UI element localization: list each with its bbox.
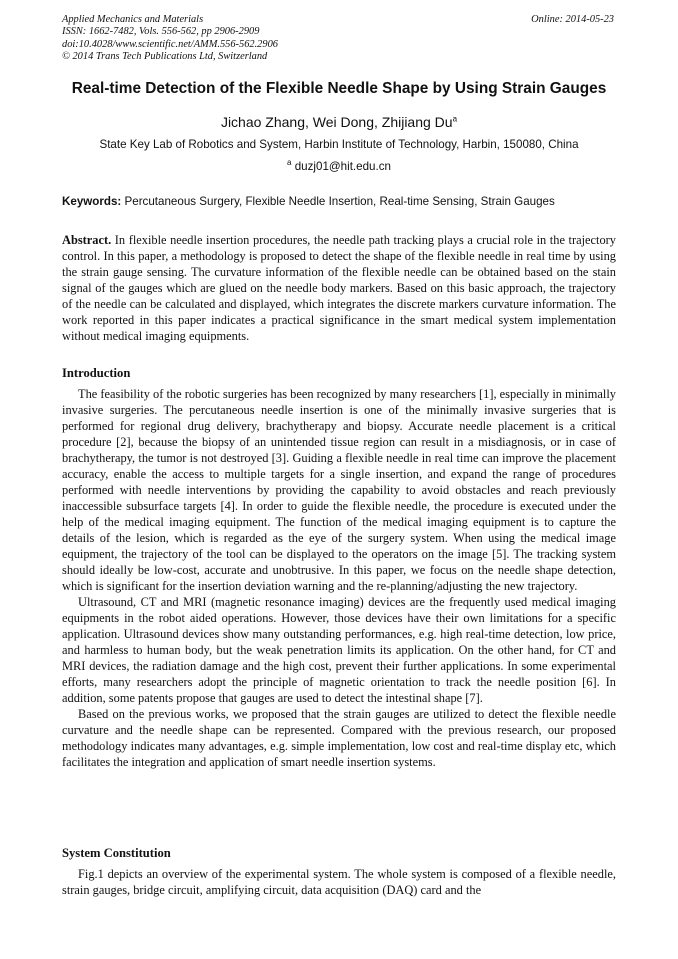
author-list (62, 113, 616, 131)
keywords-text: Percutaneous Surgery, Flexible Needle Insertion, Real-time Sensing, Strain Gauges (124, 195, 555, 208)
introduction-paragraph: Based on the previous works, we proposed that the strain gauges are utilized to detect the flexible needle curvature and the needle shape can be represented. Compared with the previous research, our proposed methodology indicates many advantages, e.g. simple implementation, low cost and real-time display etc, which facilitates the integration and application of smart needle insertion systems. (62, 707, 616, 769)
abstract (62, 232, 616, 344)
introduction-body (62, 386, 616, 770)
copyright-line: © 2014 Trans Tech Publications Ltd, Switzerland (62, 50, 268, 62)
system-constitution-paragraph: Fig.1 depicts an overview of the experimental system. The whole system is composed of a flexible needle, strain gauges, bridge circuit, amplifying circuit, data acquisition (DAQ) card and the (62, 867, 616, 897)
system-constitution-body (62, 866, 616, 898)
issn-line: ISSN: 1662-7482, Vols. 556-562, pp 2906-2909 (62, 26, 260, 38)
paper-title: Real-time Detection of the Flexible Needle Shape by Using Strain Gauges (71, 80, 607, 97)
online-date: Online: 2014-05-23 (531, 14, 614, 25)
affiliation: State Key Lab of Robotics and System, Harbin Institute of Technology, Harbin, 150080, China (99, 138, 579, 151)
author-names: Jichao Zhang, Wei Dong, Zhijiang Du (220, 114, 453, 130)
introduction-paragraph: The feasibility of the robotic surgeries has been recognized by many researchers [1], especially in minimally invasive surgeries. The percutaneous needle insertion is one of the minimally invasive surgeries that is performed for regional drug delivery, brachytherapy and biopsy. Accurate needle placement is a critical procedure [2], because the biopsy of an unintended tissue region can result in a misdiagnosis, or in case of brachytherapy, the tumor is not destroyed [3]. Guiding a flexible needle in real time can improve the placement accuracy, enable the access to multiple targets for a single insertion, and expand the range of procedures performed with needle interventions by providing the capability to avoid obstacles and reach previously inaccessible subsurface targets [4]. In order to guide the flexible needle, the procedure is executed under the help of the medical imaging equipment. The function of the medical imaging equipment is to capture the details of the lesion, which is regarded as the eye of the surgery system. When using the medical image equipment, the trajectory of the tool can be displayed to the operators on the image [5]. The tracking system should ideally be low-cost, accurate and unobtrusive. In this paper, we focus on the needle shape detection, which is significant for the insertion deviation warning and the re-planning/adjusting the new trajectory. (62, 387, 616, 593)
doi-line: doi:10.4028/www.scientific.net/AMM.556-562.2906 (62, 38, 278, 50)
abstract-text: In flexible needle insertion procedures, the needle path tracking plays a crucial role in the trajectory control. In this paper, a methodology is proposed to detect the shape of the flexible needle in real time by using the strain gauge sensing. The curvature information of the flexible needle can be obtained based on the stain signal of the gauges which are glued on the needle body markers. Based on this basic approach, the trajectory of the needle can be calculated and displayed, which integrates the discrete markers curvature information. The work reported in this paper indicates a practical significance in the smart medical system implementation without medical imaging equipments. (62, 233, 616, 343)
section-heading-system-constitution: System Constitution (62, 846, 171, 860)
keywords-label: Keywords: (62, 195, 122, 208)
email-superscript: a (287, 158, 292, 168)
author-email (62, 159, 616, 175)
journal-name: Applied Mechanics and Materials (62, 14, 204, 25)
introduction-paragraph: Ultrasound, CT and MRI (magnetic resonance imaging) devices are the frequently used medical imaging equipments in the robot aided operations. However, those devices have their own limitations for a specific application. Ultrasound devices show many outstanding performances, e.g. high real-time detection, low price, and harmless to human body, but the weak penetration limits its application. On the other hand, for CT and MRI devices, the radiation damage and the high cost, prevent their further applications. In some experimental efforts, many researchers adopt the principle of magnetic orientation to track the needle position [6]. In addition, some patents propose that gauges are used to detect the intestinal shape [7]. (62, 595, 616, 705)
abstract-label: Abstract. (62, 233, 112, 247)
journal-header (62, 14, 482, 63)
email-address: duzj01@hit.edu.cn (294, 160, 391, 173)
keywords (62, 194, 616, 210)
section-heading-introduction: Introduction (62, 366, 131, 380)
author-superscript: a (452, 114, 458, 124)
abstract-paragraph (62, 232, 616, 344)
